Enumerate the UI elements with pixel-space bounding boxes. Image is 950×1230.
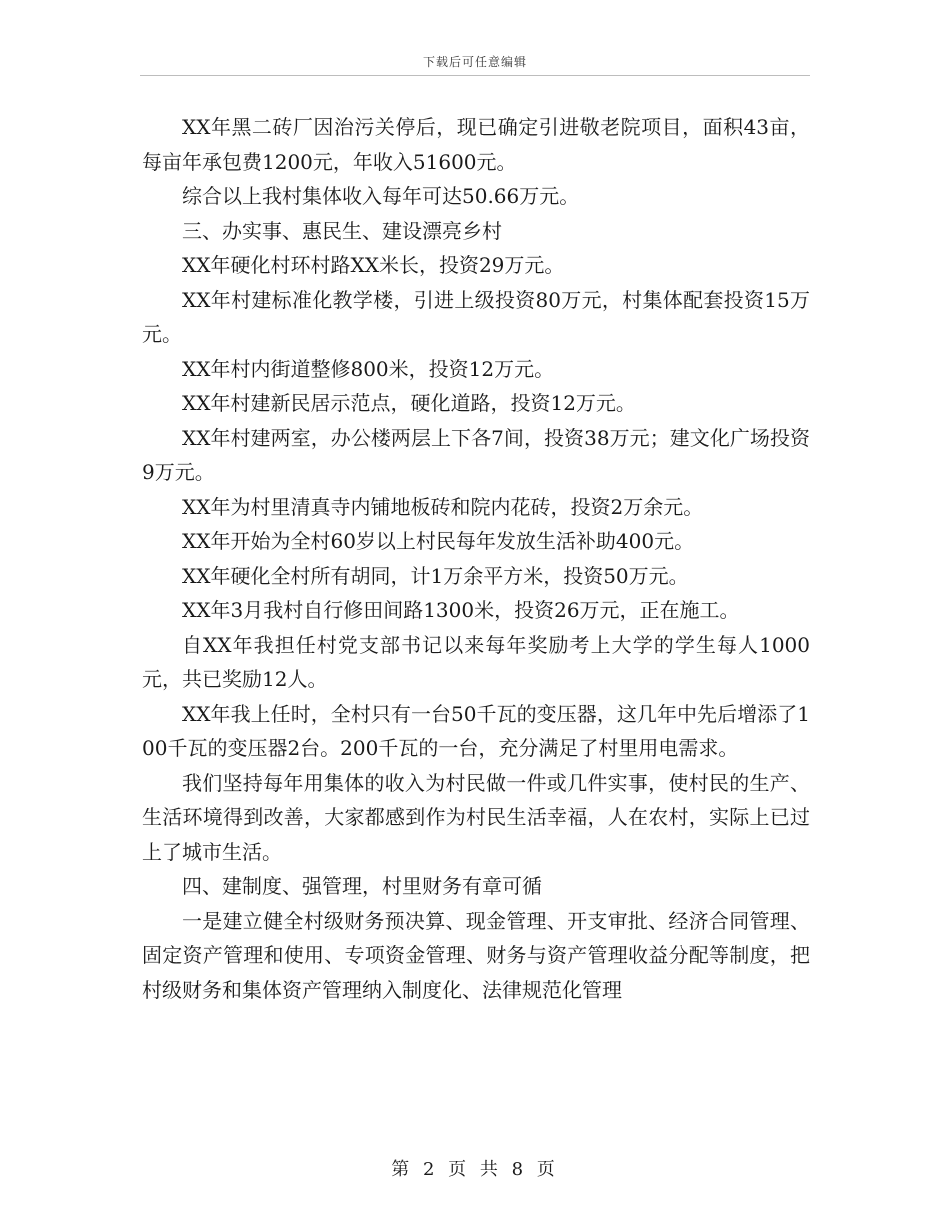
document-body xyxy=(142,110,810,1007)
paragraph: XX年我上任时，全村只有一台50千瓦的变压器，这几年中先后增添了100千瓦的变压器2台。200千瓦的一台，充分满足了村里用电需求。 xyxy=(142,701,810,760)
paragraph: XX年3月我村自行修田间路1300米，投资26万元，正在施工。 xyxy=(182,598,740,622)
paragraph: XX年硬化村环村路XX米长，投资29万元。 xyxy=(182,253,565,277)
paragraph: XX年硬化全村所有胡同，计1万余平方米，投资50万元。 xyxy=(182,563,689,588)
paragraph: 我们坚持每年用集体的收入为村民做一件或几件实事，使村民的生产、生活环境得到改善，大家都感到作为村民生活幸福，人在农村，实际上已过上了城市生活。 xyxy=(142,770,810,864)
section-heading: 三、办实事、惠民生、建设漂亮乡村 xyxy=(182,218,502,243)
page-header-note: 下载后可任意编辑 xyxy=(422,55,527,69)
header-divider xyxy=(140,75,810,76)
paragraph: 综合以上我村集体收入每年可达50.66万元。 xyxy=(182,184,580,208)
paragraph: XX年村建两室，办公楼两层上下各7间，投资38万元；建文化广场投资9万元。 xyxy=(142,425,810,484)
paragraph: XX年村建新民居示范点，硬化道路，投资12万元。 xyxy=(182,391,636,415)
paragraph: XX年村内街道整修800米，投资12万元。 xyxy=(182,356,555,381)
page-number-footer: 第 2 页 共 8 页 xyxy=(391,1159,559,1180)
section-heading: 四、建制度、强管理，村里财务有章可循 xyxy=(182,874,542,898)
paragraph: XX年为村里清真寺内铺地板砖和院内花砖，投资2万余元。 xyxy=(182,494,704,519)
paragraph: XX年黑二砖厂因治污关停后，现已确定引进敬老院项目，面积43亩，每亩年承包费1200元，年收入51600元。 xyxy=(142,115,810,174)
paragraph: XX年开始为全村60岁以上村民每年发放生活补助400元。 xyxy=(182,529,695,553)
paragraph: XX年村建标准化教学楼，引进上级投资80万元，村集体配套投资15万元。 xyxy=(142,287,810,346)
paragraph: 一是建立健全村级财务预决算、现金管理、开支审批、经济合同管理、固定资产管理和使用、专项资金管理、财务与资产管理收益分配等制度，把村级财务和集体资产管理纳入制度化、法律规范化管理 xyxy=(142,908,810,1002)
paragraph: 自XX年我担任村党支部书记以来每年奖励考上大学的学生每人1000元，共已奖励12人。 xyxy=(142,632,810,691)
